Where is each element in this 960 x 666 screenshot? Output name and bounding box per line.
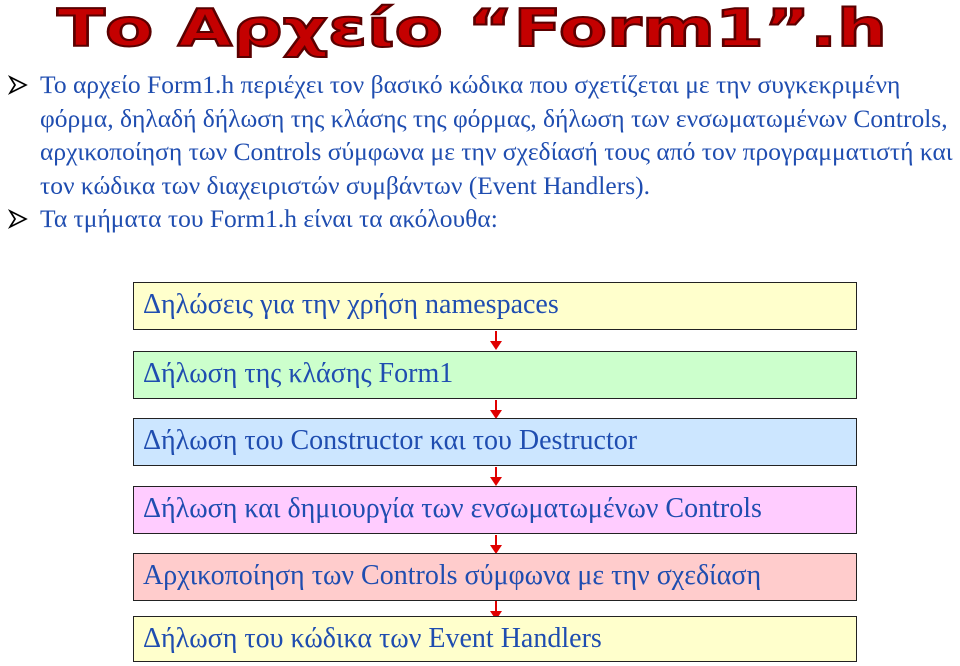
- step-controls-initialization: Αρχικοποίηση των Controls σύμφωνα με την σχεδίαση: [133, 553, 857, 601]
- slide-title: [0, 0, 960, 62]
- down-arrow-icon: [489, 535, 503, 555]
- bullet-item: [8, 202, 953, 236]
- step-constructor-destructor: Δήλωση του Constructor και του Destructor: [133, 418, 857, 466]
- down-arrow-icon: [489, 331, 503, 351]
- step-namespaces: Δηλώσεις για την χρήση namespaces: [133, 282, 857, 330]
- bullet-text: Το αρχείο Form1.h περιέχει τον βασικό κώδικα που σχετίζεται με την συγκεκριμένη φόρμα, δηλαδή δήλωση της κλάσης της φόρμας, δήλωση των ενσωματωμένων Controls, αρχικοποίηση των Controls σύμφωνα με την σχεδίασή τους από τον προγραμματιστή και τον κώδικα των διαχειριστών συμβάντων (Event Handlers).: [40, 70, 953, 200]
- bullet-text: Τα τμήματα του Form1.h είναι τα ακόλουθα:: [40, 204, 498, 233]
- step-class-declaration: Δήλωση της κλάσης Form1: [133, 351, 857, 399]
- arrowhead-bullet-icon: [8, 68, 40, 102]
- bullet-list: [8, 68, 953, 236]
- step-controls-declaration: Δήλωση και δημιουργία των ενσωματωμένων Controls: [133, 486, 857, 534]
- arrowhead-bullet-icon: [8, 202, 40, 236]
- bullet-item: [8, 68, 953, 202]
- down-arrow-icon: [489, 467, 503, 487]
- title-wordart: [0, 0, 960, 62]
- title-text: Το Αρχείο “Form1”.h: [57, 0, 887, 59]
- step-event-handlers: Δήλωση του κώδικα των Event Handlers: [133, 616, 857, 662]
- down-arrow-icon: [489, 400, 503, 420]
